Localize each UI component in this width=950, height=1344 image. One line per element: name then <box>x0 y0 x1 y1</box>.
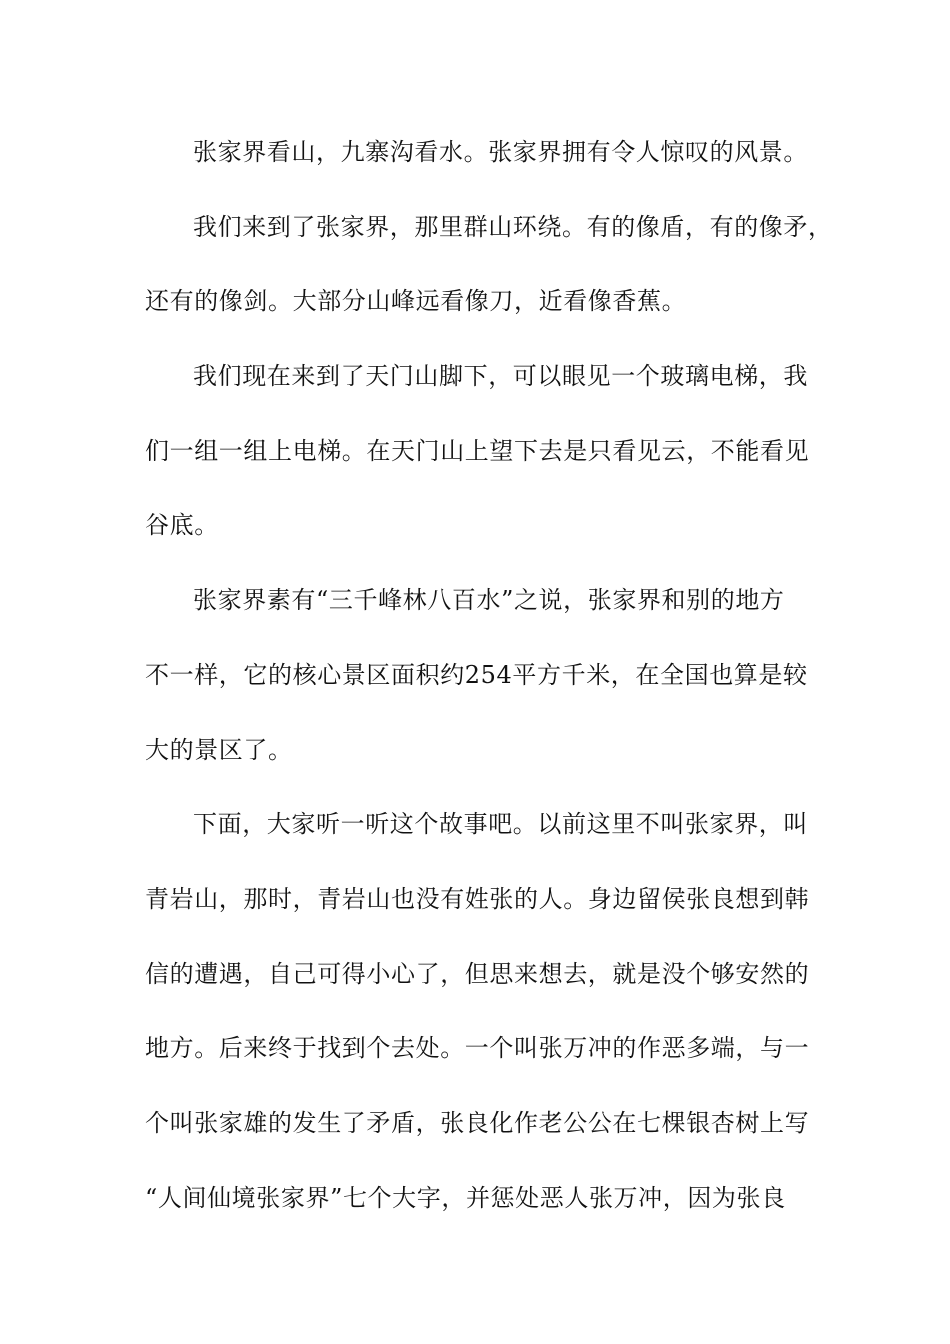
text-line: 不一样，它的核心景区面积约254平方千米，在全国也算是较 <box>145 660 808 689</box>
text-line: 张家界素有“三千峰林八百水”之说，张家界和别的地方 <box>193 586 785 615</box>
document-body <box>145 128 833 1248</box>
text-line: 还有的像剑。大部分山峰远看像刀，近看像香蕉。 <box>145 287 687 316</box>
text-line: 我们来到了张家界，那里群山环绕。有的像盾，有的像矛， <box>193 212 833 241</box>
text-line: 们一组一组上电梯。在天门山上望下去是只看见云，不能看见 <box>145 436 810 465</box>
text-line: 我们现在来到了天门山脚下，可以眼见一个玻璃电梯，我 <box>193 362 808 391</box>
text-line: “人间仙境张家界”七个大字，并惩处恶人张万冲，因为张良 <box>145 1183 786 1212</box>
text-line: 地方。后来终于找到个去处。一个叫张万冲的作恶多端，与一 <box>145 1034 810 1063</box>
text-line: 个叫张家雄的发生了矛盾，张良化作老公公在七棵银杏树上写 <box>145 1108 810 1137</box>
text-line: 谷底。 <box>145 511 219 540</box>
text-line: 下面，大家听一听这个故事吧。以前这里不叫张家界，叫 <box>193 810 808 839</box>
text-line: 张家界看山，九寨沟看水。张家界拥有令人惊叹的风景。 <box>193 138 808 166</box>
text-line: 青岩山，那时，青岩山也没有姓张的人。身边留侯张良想到韩 <box>145 884 810 913</box>
text-line: 大的景区了。 <box>145 735 293 764</box>
text-line: 信的遭遇，自己可得小心了，但思来想去，就是没个够安然的 <box>145 959 810 988</box>
